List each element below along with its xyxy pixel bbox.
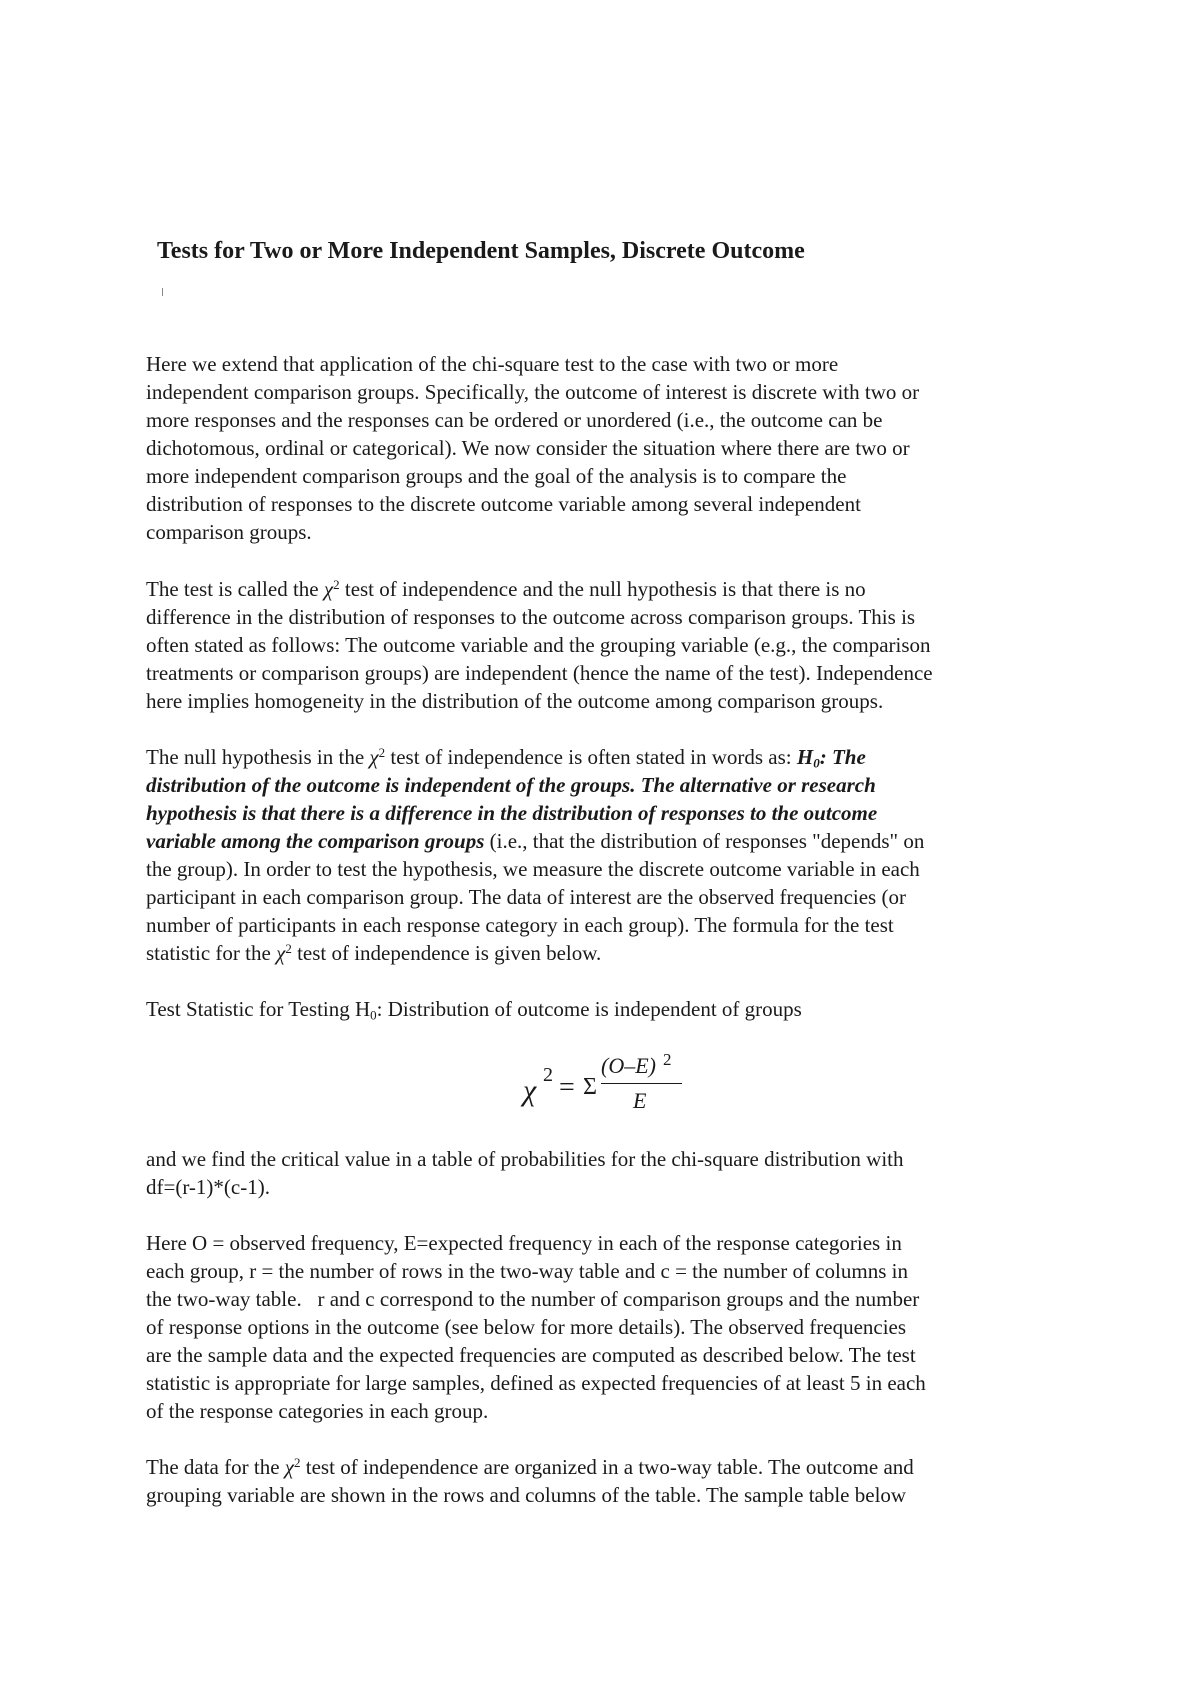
chi-square-formula [515, 1050, 715, 1120]
paragraph-data-organization: The data for the $\chi^2$ test of independence are organized in a two-way table. The outcome and grouping variable are shown in the rows and columns of the table. The sample table below [146, 1454, 914, 1507]
paragraph-test-statistic-heading: Test Statistic for Testing $H_0$: Distribution of outcome is independent of groups [146, 997, 802, 1023]
page-title: Tests for Two or More Independent Samples, Discrete Outcome [157, 238, 805, 264]
chi-symbol: χ [276, 941, 286, 965]
chi-symbol: χ [369, 745, 379, 769]
paragraph-test-definition: The test is called the $\chi^2$ test of independence and the null hypothesis is that there is no difference in the distribution of responses to the outcome across comparison groups. This is often stated as follows: The outcome variable and the grouping variable (e.g., the comparison treatments or comparison groups) are independent (hence the name of the test). Independence here implies homogeneity in the distribution of the outcome among comparison groups. [146, 576, 933, 713]
paragraph-intro: Here we extend that application of the chi-square test to the case with two or more independent comparison groups. Specifically, the outcome of interest is discrete with two or more responses and the responses can be ordered or unordered (i.e., the outcome can be dichotomous, ordinal or categorical). We now consider the situation where there are two or more independent comparison groups and the goal of the analysis is to compare the distribution of responses to the discrete outcome variable among several independent comparison groups. [146, 352, 920, 544]
formula-equals: = [559, 1072, 575, 1103]
formula-numerator-exponent: 2 [663, 1050, 672, 1069]
paragraph-definitions: Here O = observed frequency, E=expected frequency in each of the response categories in each group, r = the number of rows in the two-way table and c = the number of columns in the two-way table. r and c correspond to the number of comparison groups and the number of response options in the outcome (see below for more details). The observed frequencies are the sample data and the expected frequencies are computed as described below. The test statistic is appropriate for large samples, defined as expected frequencies of at least 5 in each of the response categories in each group. [146, 1231, 926, 1423]
stray-mark [162, 288, 163, 296]
formula-sigma: Σ [583, 1074, 597, 1100]
paragraph-critical-value: and we find the critical value in a table of probabilities for the chi-square distribution with df=(r-1)*(c-1). [146, 1147, 904, 1199]
chi-symbol: χ [284, 1455, 295, 1479]
formula-numerator: (O–E) [601, 1053, 656, 1078]
formula-chi-exponent: 2 [543, 1064, 553, 1086]
chi-symbol: χ [323, 577, 334, 601]
paragraph-null-hypothesis: The null hypothesis in the $\chi^2$ test of independence is often stated in words as: $H_0$: The distribution of the outcome is independent of the groups. The alternative or research hypothesis is that there is a difference in the distribution of responses to the outcome variable among the comparison groups (i.e., that the distribution of responses "depends" on the group). In order to test the hypothesis, we measure the discrete outcome variable in each participant in each comparison group. The data of interest are the observed frequencies (or number of participants in each response category in each group). The formula for the test statistic for the $\chi^2$ test of independence is given below. [146, 744, 925, 965]
formula-fraction-bar [601, 1083, 682, 1084]
formula-denominator: E [633, 1088, 647, 1113]
formula-chi: χ [523, 1074, 537, 1107]
